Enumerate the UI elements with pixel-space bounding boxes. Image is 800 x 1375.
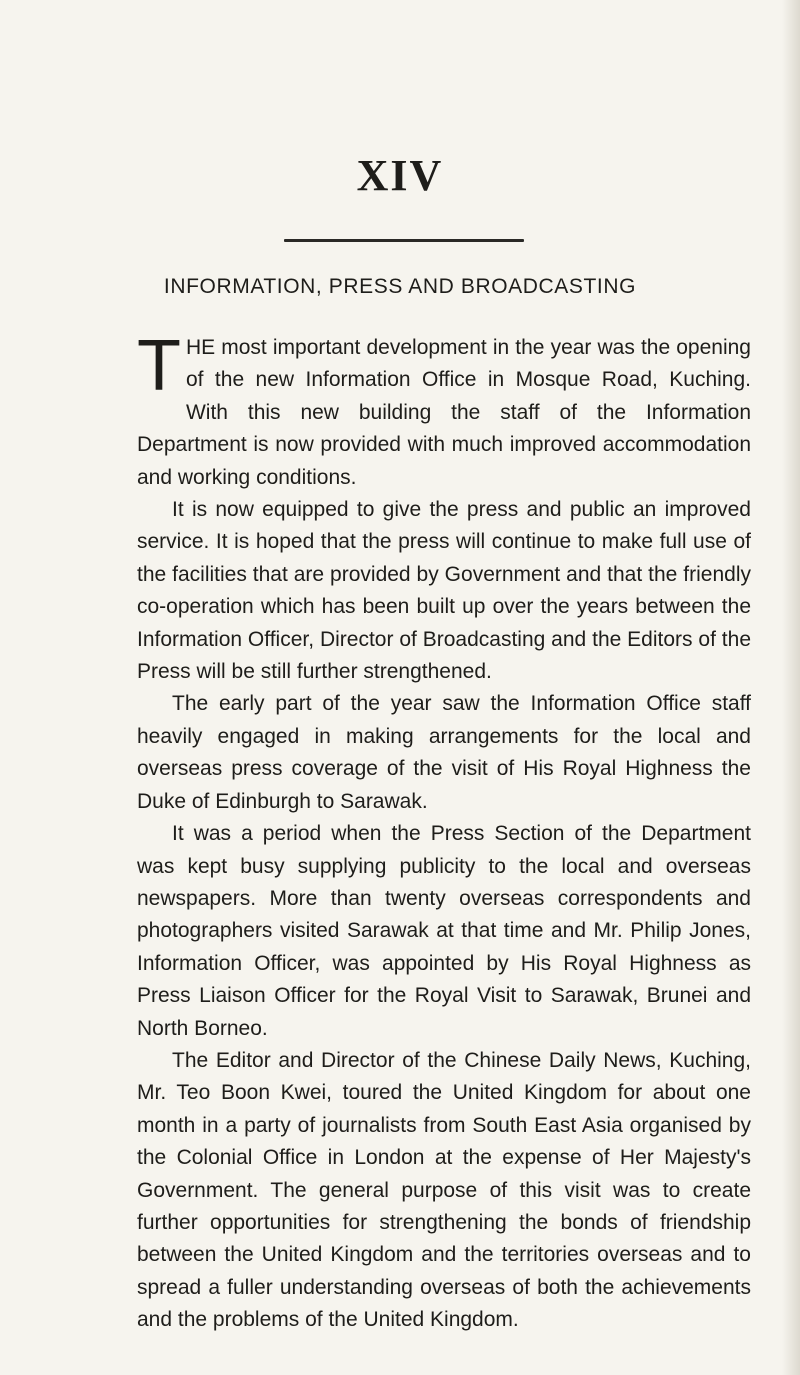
drop-cap-letter: T — [137, 326, 181, 406]
chapter-number: XIV — [356, 151, 444, 200]
paragraph-3: The early part of the year saw the Information Office staff heavily engaged in making arrangements for the local and overseas press coverage of the visit of His Royal Highness the Duke of Edinburgh to Sarawak. — [137, 692, 751, 813]
paragraph-5: The Editor and Director of the Chinese Daily News, Kuching, Mr. Teo Boon Kwei, toured the United Kingdom for about one month in a party of journalists from South East Asia organised by the Colonial Office in London at the expense of Her Majesty's Government. The general purpose of this visit was to create further opportunities for strengthening the bonds of friendship between the United Kingdom and the territories overseas and to spread a fuller understanding overseas of both the achievements and the problems of the United Kingdom. — [137, 1048, 751, 1332]
chapter-title: INFORMATION, PRESS AND BROADCASTING — [163, 275, 637, 298]
chapter-divider-rule — [284, 239, 524, 242]
page-edge-shadow — [782, 0, 800, 1375]
paragraph-1-text: HE most important development in the year was the opening of the new Information Office in Mosque Road, Kuching. With this new building the staff of the Information Department is now provided with much improved accommodation and working conditions. — [137, 336, 751, 489]
paragraph-1 — [137, 326, 751, 494]
paragraph-4: It was a period when the Press Section of the Department was kept busy supplying publicity to the local and overseas newspapers. More than twenty overseas correspondents and photographers visited Sarawak at that time and Mr. Philip Jones, Information Officer, was appointed by His Royal Highness as Press Liaison Officer for the Royal Visit to Sarawak, Brunei and North Borneo. — [137, 822, 751, 1040]
paragraph-2: It is now equipped to give the press and public an improved service. It is hoped that the press will continue to make full use of the facilities that are provided by Government and that the friendly co-operation which has been built up over the years between the Information Officer, Director of Broadcasting and the Editors of the Press will be still further strengthened. — [137, 498, 751, 684]
body-text — [137, 326, 751, 1337]
